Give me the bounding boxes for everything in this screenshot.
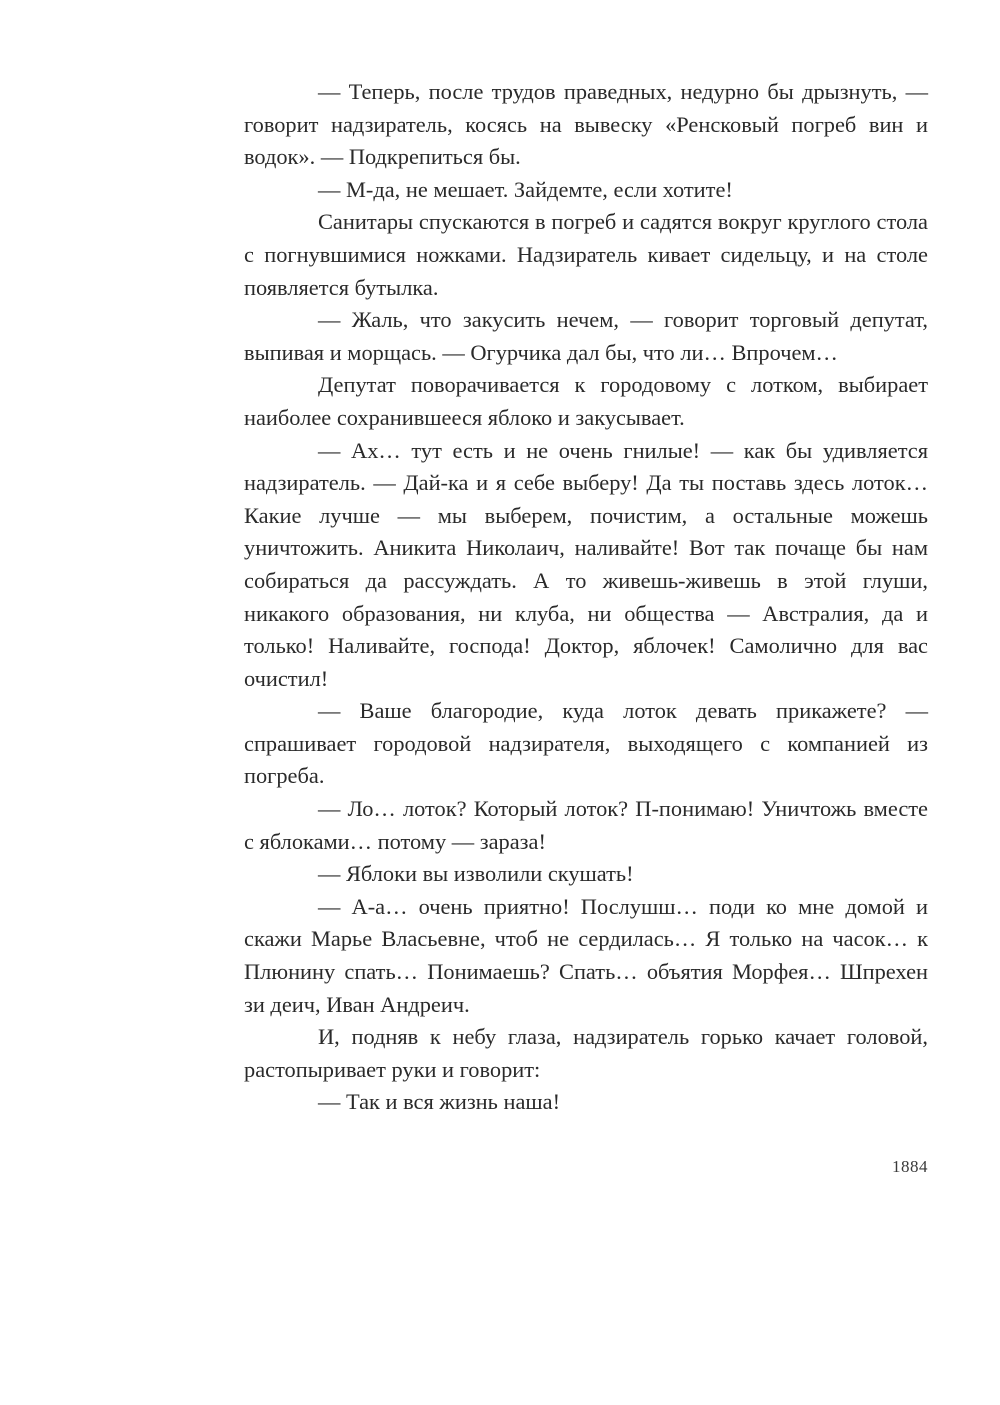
paragraph: — Ах… тут есть и не очень гнилые! — как бы удивляется надзиратель. — Дай-ка и я себе выберу! Да ты поставь здесь лоток… Какие лучше — мы выберем, почистим, а остальные можешь уничтожить. Аникита Николаич, наливайте! Вот так почаще бы нам собираться да рассуждать. А то живешь-живешь в этой глуши, никакого образования, ни клуба, ни общества — Австралия, да и только! Наливайте, господа! Доктор, яблочек! Самолично для вас очистил! [244, 437, 928, 691]
paragraph: — М-да, не мешает. Зайдемте, если хотите! [318, 176, 733, 202]
paragraph: — Яблоки вы изволили скушать! [318, 861, 634, 887]
paragraph: — Жаль, что закусить нечем, — говорит торговый депутат, выпивая и морщась. — Огурчика дал бы, что ли… Впрочем… [244, 307, 928, 365]
paragraph: — Так и вся жизнь наша! [318, 1089, 561, 1115]
story-text [244, 76, 928, 1119]
publication-year: 1884 [892, 1157, 928, 1176]
page-body [244, 76, 928, 1119]
paragraph: — Теперь, после трудов праведных, недурно бы дрызнуть, — говорит надзиратель, косясь на вывеску «Ренсковый погреб вин и водок». — Подкрепиться бы. [244, 79, 928, 170]
paragraph: Депутат поворачивается к городовому с лотком, выбирает наиболее сохранившееся яблоко и закусывает. [244, 372, 928, 430]
paragraph: — Ло… лоток? Который лоток? П-понимаю! Уничтожь вместе с яблоками… потому — зараза! [244, 796, 928, 854]
paragraph: — Ваше благородие, куда лоток девать прикажете? — спрашивает городовой надзирателя, выходящего с компанией из погреба. [244, 698, 928, 789]
paragraph: Санитары спускаются в погреб и садятся вокруг круглого стола с погнувшимися ножками. Надзиратель кивает сидельцу, и на столе появляется бутылка. [244, 209, 928, 300]
paragraph: — А-а… очень приятно! Послушш… поди ко мне домой и скажи Марье Власьевне, чтоб не сердилась… Я только на часок… к Плюнину спать… Понимаешь? Спать… объятия Морфея… Шпрехен зи деич, Иван Андреич. [244, 893, 928, 1017]
paragraph: И, подняв к небу глаза, надзиратель горько качает головой, растопыривает руки и говорит: [244, 1024, 928, 1082]
